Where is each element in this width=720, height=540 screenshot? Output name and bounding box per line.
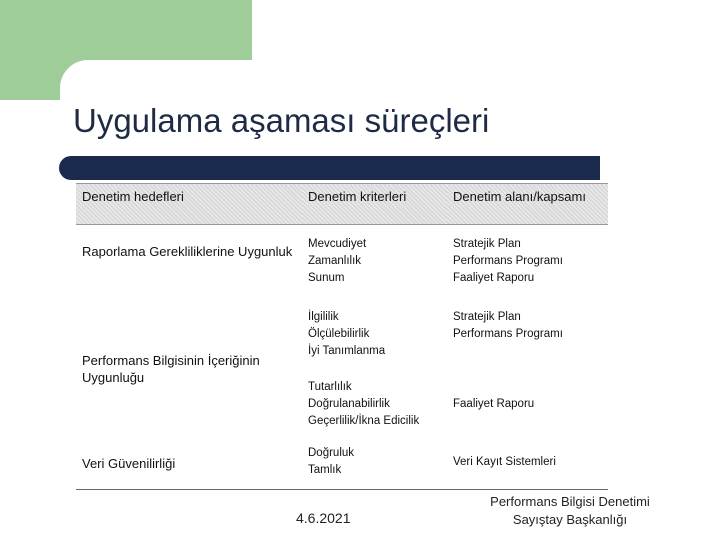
criteria-item: Doğrulanabilirlik xyxy=(308,398,390,410)
footer-org-line1: Performans Bilgisi Denetimi xyxy=(490,494,650,509)
slide-title: Uygulama aşaması süreçleri xyxy=(73,102,490,139)
criteria-cell xyxy=(302,225,447,298)
criteria-cell xyxy=(302,439,447,490)
footer-organization xyxy=(470,493,670,529)
header-cell xyxy=(302,184,447,225)
title-underline-bar xyxy=(59,156,600,180)
header-objectives: Denetim hedefleri xyxy=(82,189,184,204)
footer-date: 4.6.2021 xyxy=(296,510,351,526)
criteria-item: Mevcudiyet xyxy=(308,238,367,250)
criteria-item: Tutarlılık xyxy=(308,381,352,393)
scope-item: Stratejik Plan xyxy=(453,238,521,250)
scope-item: Faaliyet Raporu xyxy=(453,272,535,284)
scope-item: Faaliyet Raporu xyxy=(453,398,535,410)
objective-text: Raporlama Gerekliliklerine Uygunluk xyxy=(82,244,293,259)
scope-cell xyxy=(447,225,608,298)
footer-org-line2: Sayıştay Başkanlığı xyxy=(512,512,628,527)
table-row xyxy=(76,297,608,367)
criteria-item: Sunum xyxy=(308,272,345,284)
scope-cell xyxy=(447,439,608,490)
scope-item: Stratejik Plan xyxy=(453,311,521,323)
objective-text: Veri Güvenilirliği xyxy=(82,456,176,471)
criteria-item: Doğruluk xyxy=(308,447,355,459)
table-row xyxy=(76,225,608,298)
audit-process-table xyxy=(76,183,608,490)
criteria-item: Tamlık xyxy=(308,464,342,476)
criteria-item: Ölçülebilirlik xyxy=(308,328,370,340)
scope-item: Performans Programı xyxy=(453,255,563,267)
table-row xyxy=(76,439,608,490)
criteria-cell xyxy=(302,297,447,367)
criteria-item: Zamanlılık xyxy=(308,255,362,267)
scope-item: Performans Programı xyxy=(453,328,563,340)
objective-cell xyxy=(76,225,302,298)
header-scope: Denetim alanı/kapsamı xyxy=(453,189,586,204)
objective-cell xyxy=(76,439,302,490)
criteria-item: İyi Tanımlanma xyxy=(308,345,386,357)
criteria-item: Geçerlilik/İkna Edicilik xyxy=(308,415,420,427)
objective-text: Performans Bilgisinin İçeriğinin Uygunluğu xyxy=(82,353,260,385)
criteria-item: İlgililik xyxy=(308,311,339,323)
scope-item: Veri Kayıt Sistemleri xyxy=(453,456,556,468)
header-cell xyxy=(76,184,302,225)
scope-cell xyxy=(447,297,608,367)
scope-cell xyxy=(447,367,608,439)
header-criteria: Denetim kriterleri xyxy=(308,189,407,204)
table-header-row xyxy=(76,184,608,225)
criteria-cell xyxy=(302,367,447,439)
header-cell xyxy=(447,184,608,225)
objective-cell xyxy=(76,297,302,439)
